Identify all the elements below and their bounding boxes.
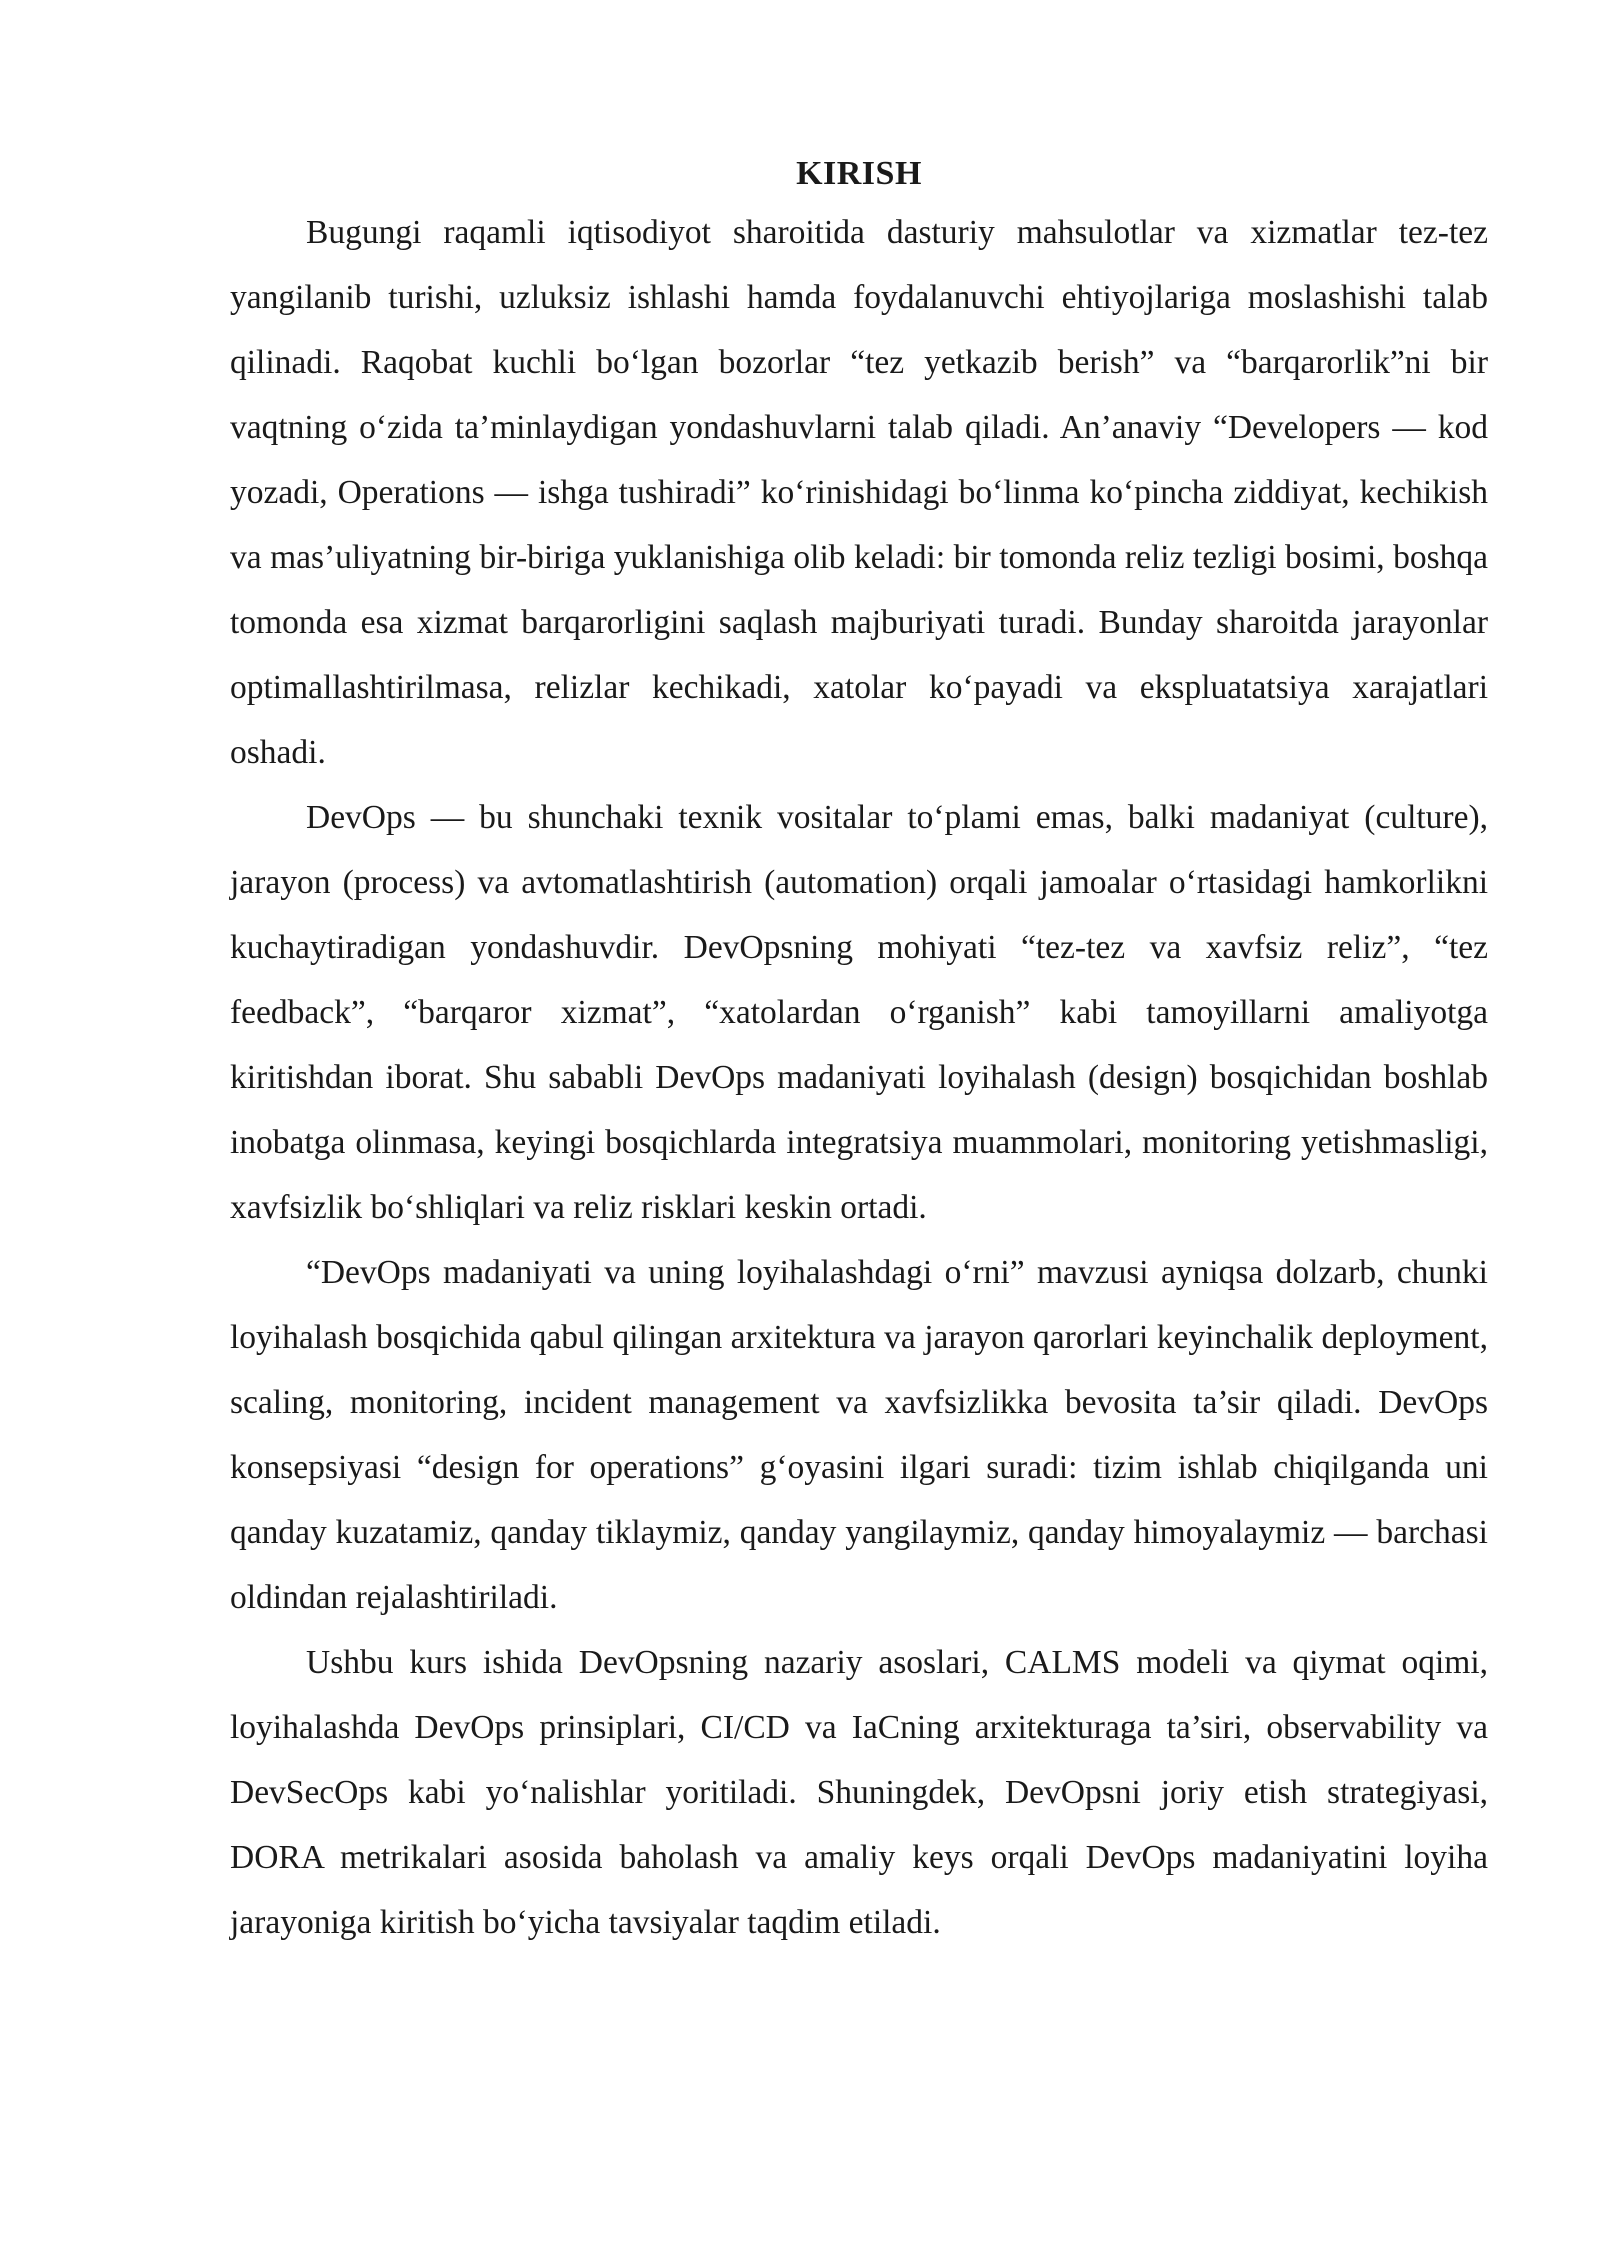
paragraph-topic-relevance: “DevOps madaniyati va uning loyihalashdagi o‘rni” mavzusi ayniqsa dolzarb, chunki loyihalash bosqichida qabul qilingan arxitektura va jarayon qarorlari keyinchalik deployment, scaling, monitoring, incident management va xavfsizlikka bevosita ta’sir qiladi. DevOps konsepsiyasi “design for operations” g‘oyasini ilgari suradi: tizim ishlab chiqilganda uni qanday kuzatamiz, qanday tiklaymiz, qanday yangilaymiz, qanday himoyalaymiz — barchasi oldindan rejalashtiriladi. bbox=[230, 1254, 1488, 1616]
paragraph-devops-definition: DevOps — bu shunchaki texnik vositalar to‘plami emas, balki madaniyat (culture), jarayon (process) va avtomatlashtirish (automation) orqali jamoalar o‘rtasidagi hamkorlikni kuchaytiradigan yondashuvdir. DevOpsning mohiyati “tez-tez va xavfsiz reliz”, “tez feedback”, “barqaror xizmat”, “xatolardan o‘rganish” kabi tamoyillarni amaliyotga kiritishdan iborat. Shu sababli DevOps madaniyati loyihalash (design) bosqichidan boshlab inobatga olinmasa, keyingi bosqichlarda integratsiya muammolari, monitoring yetishmasligi, xavfsizlik bo‘shliqlari va reliz risklari keskin ortadi. bbox=[230, 799, 1488, 1226]
page-content bbox=[230, 148, 1488, 1955]
paragraph-intro: Bugungi raqamli iqtisodiyot sharoitida dasturiy mahsulotlar va xizmatlar tez-tez yangilanib turishi, uzluksiz ishlashi hamda foydalanuvchi ehtiyojlariga moslashishi talab qilinadi. Raqobat kuchli bo‘lgan bozorlar “tez yetkazib berish” va “barqarorlik”ni bir vaqtning o‘zida ta’minlaydigan yondashuvlarni talab qiladi. An’anaviy “Developers — kod yozadi, Operations — ishga tushiradi” ko‘rinishidagi bo‘linma ko‘pincha ziddiyat, kechikish va mas’uliyatning bir-biriga yuklanishiga olib keladi: bir tomonda reliz tezligi bosimi, boshqa tomonda esa xizmat barqarorligini saqlash majburiyati turadi. Bunday sharoitda jarayonlar optimallashtirilmasa, relizlar kechikadi, xatolar ko‘payadi va ekspluatatsiya xarajatlari oshadi. bbox=[230, 214, 1488, 771]
section-title: KIRISH bbox=[796, 155, 922, 192]
paragraph-course-overview: Ushbu kurs ishida DevOpsning nazariy asoslari, CALMS modeli va qiymat oqimi, loyihalashda DevOps prinsiplari, CI/CD va IaCning arxitekturaga ta’siri, observability va DevSecOps kabi yo‘nalishlar yoritiladi. Shuningdek, DevOpsni joriy etish strategiyasi, DORA metrikalari asosida baholash va amaliy keys orqali DevOps madaniyatini loyiha jarayoniga kiritish bo‘yicha tavsiyalar taqdim etiladi. bbox=[230, 1644, 1488, 1941]
